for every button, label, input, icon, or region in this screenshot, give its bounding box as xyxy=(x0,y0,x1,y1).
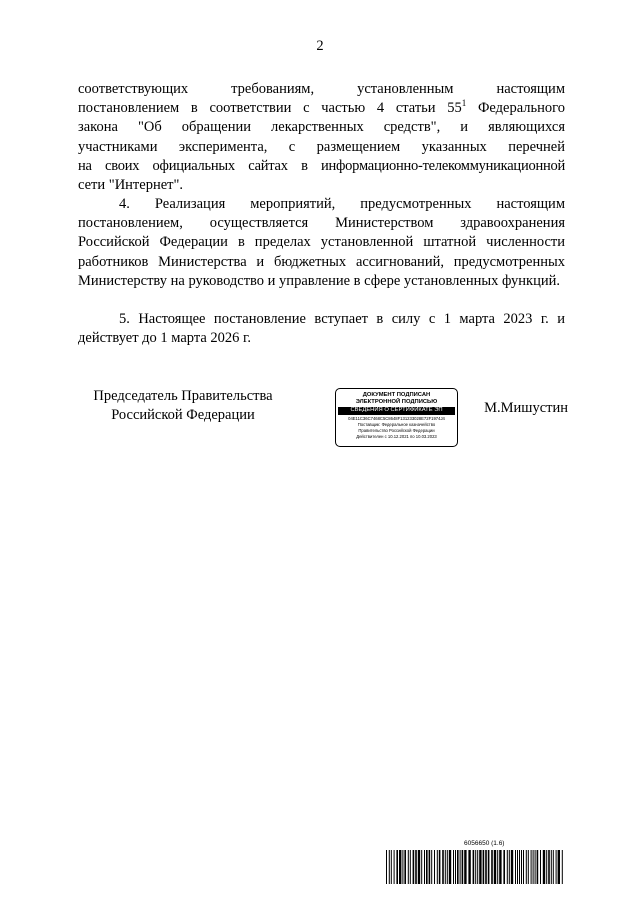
signatory-title-line2: Российской Федерации xyxy=(111,407,255,424)
barcode-bar xyxy=(507,850,508,884)
barcode-bar xyxy=(477,850,478,884)
barcode-bar xyxy=(488,850,490,884)
paragraph-continuation xyxy=(78,80,565,195)
barcode-bar xyxy=(509,850,510,884)
barcode-bar xyxy=(558,850,560,884)
barcode-bar xyxy=(537,850,539,884)
barcode-bar xyxy=(413,850,415,884)
barcode-bar xyxy=(535,850,536,884)
barcode-bar xyxy=(429,850,431,884)
barcode-bar xyxy=(399,850,401,884)
barcode-bar xyxy=(424,850,425,884)
barcode-bar xyxy=(389,850,390,884)
barcode-id: 6056650 (1.6) xyxy=(464,840,505,847)
paragraph-5: 5. Настоящее постановление вступает в силу с 1 марта 2023 г. и действует до 1 марта 2026 г. xyxy=(78,311,565,347)
barcode-bar xyxy=(546,850,547,884)
barcode-bar xyxy=(408,850,409,884)
barcode-bar xyxy=(473,850,475,884)
barcode-bar xyxy=(497,850,498,884)
barcode-bar xyxy=(418,850,420,884)
barcode-bar xyxy=(394,850,395,884)
barcode-bar xyxy=(562,850,563,884)
barcode-bar xyxy=(410,850,411,884)
stamp-owner: Правительство Российской Федерации xyxy=(358,428,435,434)
barcode-bar xyxy=(543,850,545,884)
barcode-bar xyxy=(421,850,422,884)
stamp-line1: ДОКУМЕНТ ПОДПИСАН xyxy=(362,392,431,398)
stamp-certificate-bar: СВЕДЕНИЯ О СЕРТИФИКАТЕ ЭП xyxy=(338,407,455,415)
signatory-title-line1: Председатель Правительства xyxy=(93,388,273,404)
signatory-title xyxy=(78,387,288,425)
barcode-bar xyxy=(445,850,446,884)
barcode-bar xyxy=(483,850,485,884)
barcode-bar xyxy=(386,850,387,884)
stamp-line2: ЭЛЕКТРОННОЙ ПОДПИСЬЮ xyxy=(355,399,438,405)
barcode-bar xyxy=(511,850,513,884)
barcode-bar xyxy=(468,850,470,884)
paragraph-4: 4. Реализация мероприятий, предусмотренных настоящим постановлением, осуществляется Министерством здравоохранения Российской Федерации в пределах установленной штатной численности работников Министерства и бюджетных ассигнований, предусмотренных Министерству на руководство и управление в сфере установленных функций. xyxy=(78,196,565,289)
barcode-bar xyxy=(475,850,476,884)
paragraph-line-tail: Федерального xyxy=(466,100,565,117)
barcode-bar xyxy=(396,850,398,884)
barcode-bar xyxy=(462,850,464,884)
paragraph-line: сети "Интернет". xyxy=(78,177,184,194)
paragraph-line: соответствующих требованиям, установленным настоящим xyxy=(78,81,565,97)
barcode-bar xyxy=(519,850,520,884)
page-number: 2 xyxy=(316,38,324,54)
paragraph-line xyxy=(78,99,565,118)
barcode-bar xyxy=(479,850,481,884)
barcode-bar xyxy=(503,850,505,884)
barcode-bar xyxy=(548,850,550,884)
barcode-bar xyxy=(491,850,493,884)
barcode-image xyxy=(385,850,566,884)
barcode-bar xyxy=(528,850,529,884)
stamp-issuer: Поставщик: Федеральное казначейство xyxy=(357,421,436,427)
barcode-bar xyxy=(499,850,501,884)
barcode-bar xyxy=(442,850,444,884)
barcode-bar xyxy=(553,850,554,884)
barcode-bar xyxy=(449,850,451,884)
barcode-bar xyxy=(404,850,406,884)
barcode-bar xyxy=(434,850,435,884)
stamp-serial: 04E11C36C7468C5C8648F131233028E72F1974J4 xyxy=(348,415,445,421)
paragraph-line: участниками эксперимента, с размещением указанных перечней xyxy=(78,138,565,155)
barcode-bar xyxy=(455,850,456,884)
barcode-bar xyxy=(526,850,527,884)
barcode-bar xyxy=(460,850,461,884)
barcode-bar xyxy=(426,850,428,884)
barcode-bar xyxy=(464,850,466,884)
barcode-bar xyxy=(523,850,524,884)
superscript: 1 xyxy=(461,98,467,109)
barcode-bar xyxy=(515,850,516,884)
barcode-bar xyxy=(540,850,541,884)
barcode-bar xyxy=(453,850,454,884)
barcode-bar xyxy=(415,850,417,884)
barcode-bar xyxy=(494,850,496,884)
barcode-bar xyxy=(402,850,403,884)
barcode-bar xyxy=(437,850,438,884)
signatory-name: М.Мишустин xyxy=(484,400,568,416)
barcode-bar xyxy=(431,850,432,884)
barcode-bar xyxy=(439,850,441,884)
barcode-bar xyxy=(485,850,487,884)
stamp-validity: Действителен с 10.12.2021 по 10.03.2023 xyxy=(356,434,437,440)
paragraph-line-text: постановлением в соответствии с частью 4 статьи 55 xyxy=(78,100,462,117)
barcode-bar xyxy=(531,850,532,884)
paragraph-line: закона "Об обращении лекарственных средств", и являющихся xyxy=(78,119,565,136)
barcode-bar xyxy=(556,850,557,884)
barcode-bar xyxy=(517,850,518,884)
barcode-bar xyxy=(391,850,392,884)
barcode-bar xyxy=(457,850,459,884)
paragraph-line: на своих официальных сайтах в информационно-телекоммуникационной xyxy=(78,157,565,174)
barcode-bar xyxy=(447,850,448,884)
barcode-bar xyxy=(551,850,552,884)
barcode-bar xyxy=(533,850,534,884)
electronic-signature-stamp xyxy=(335,388,458,447)
barcode-bar xyxy=(521,850,522,884)
